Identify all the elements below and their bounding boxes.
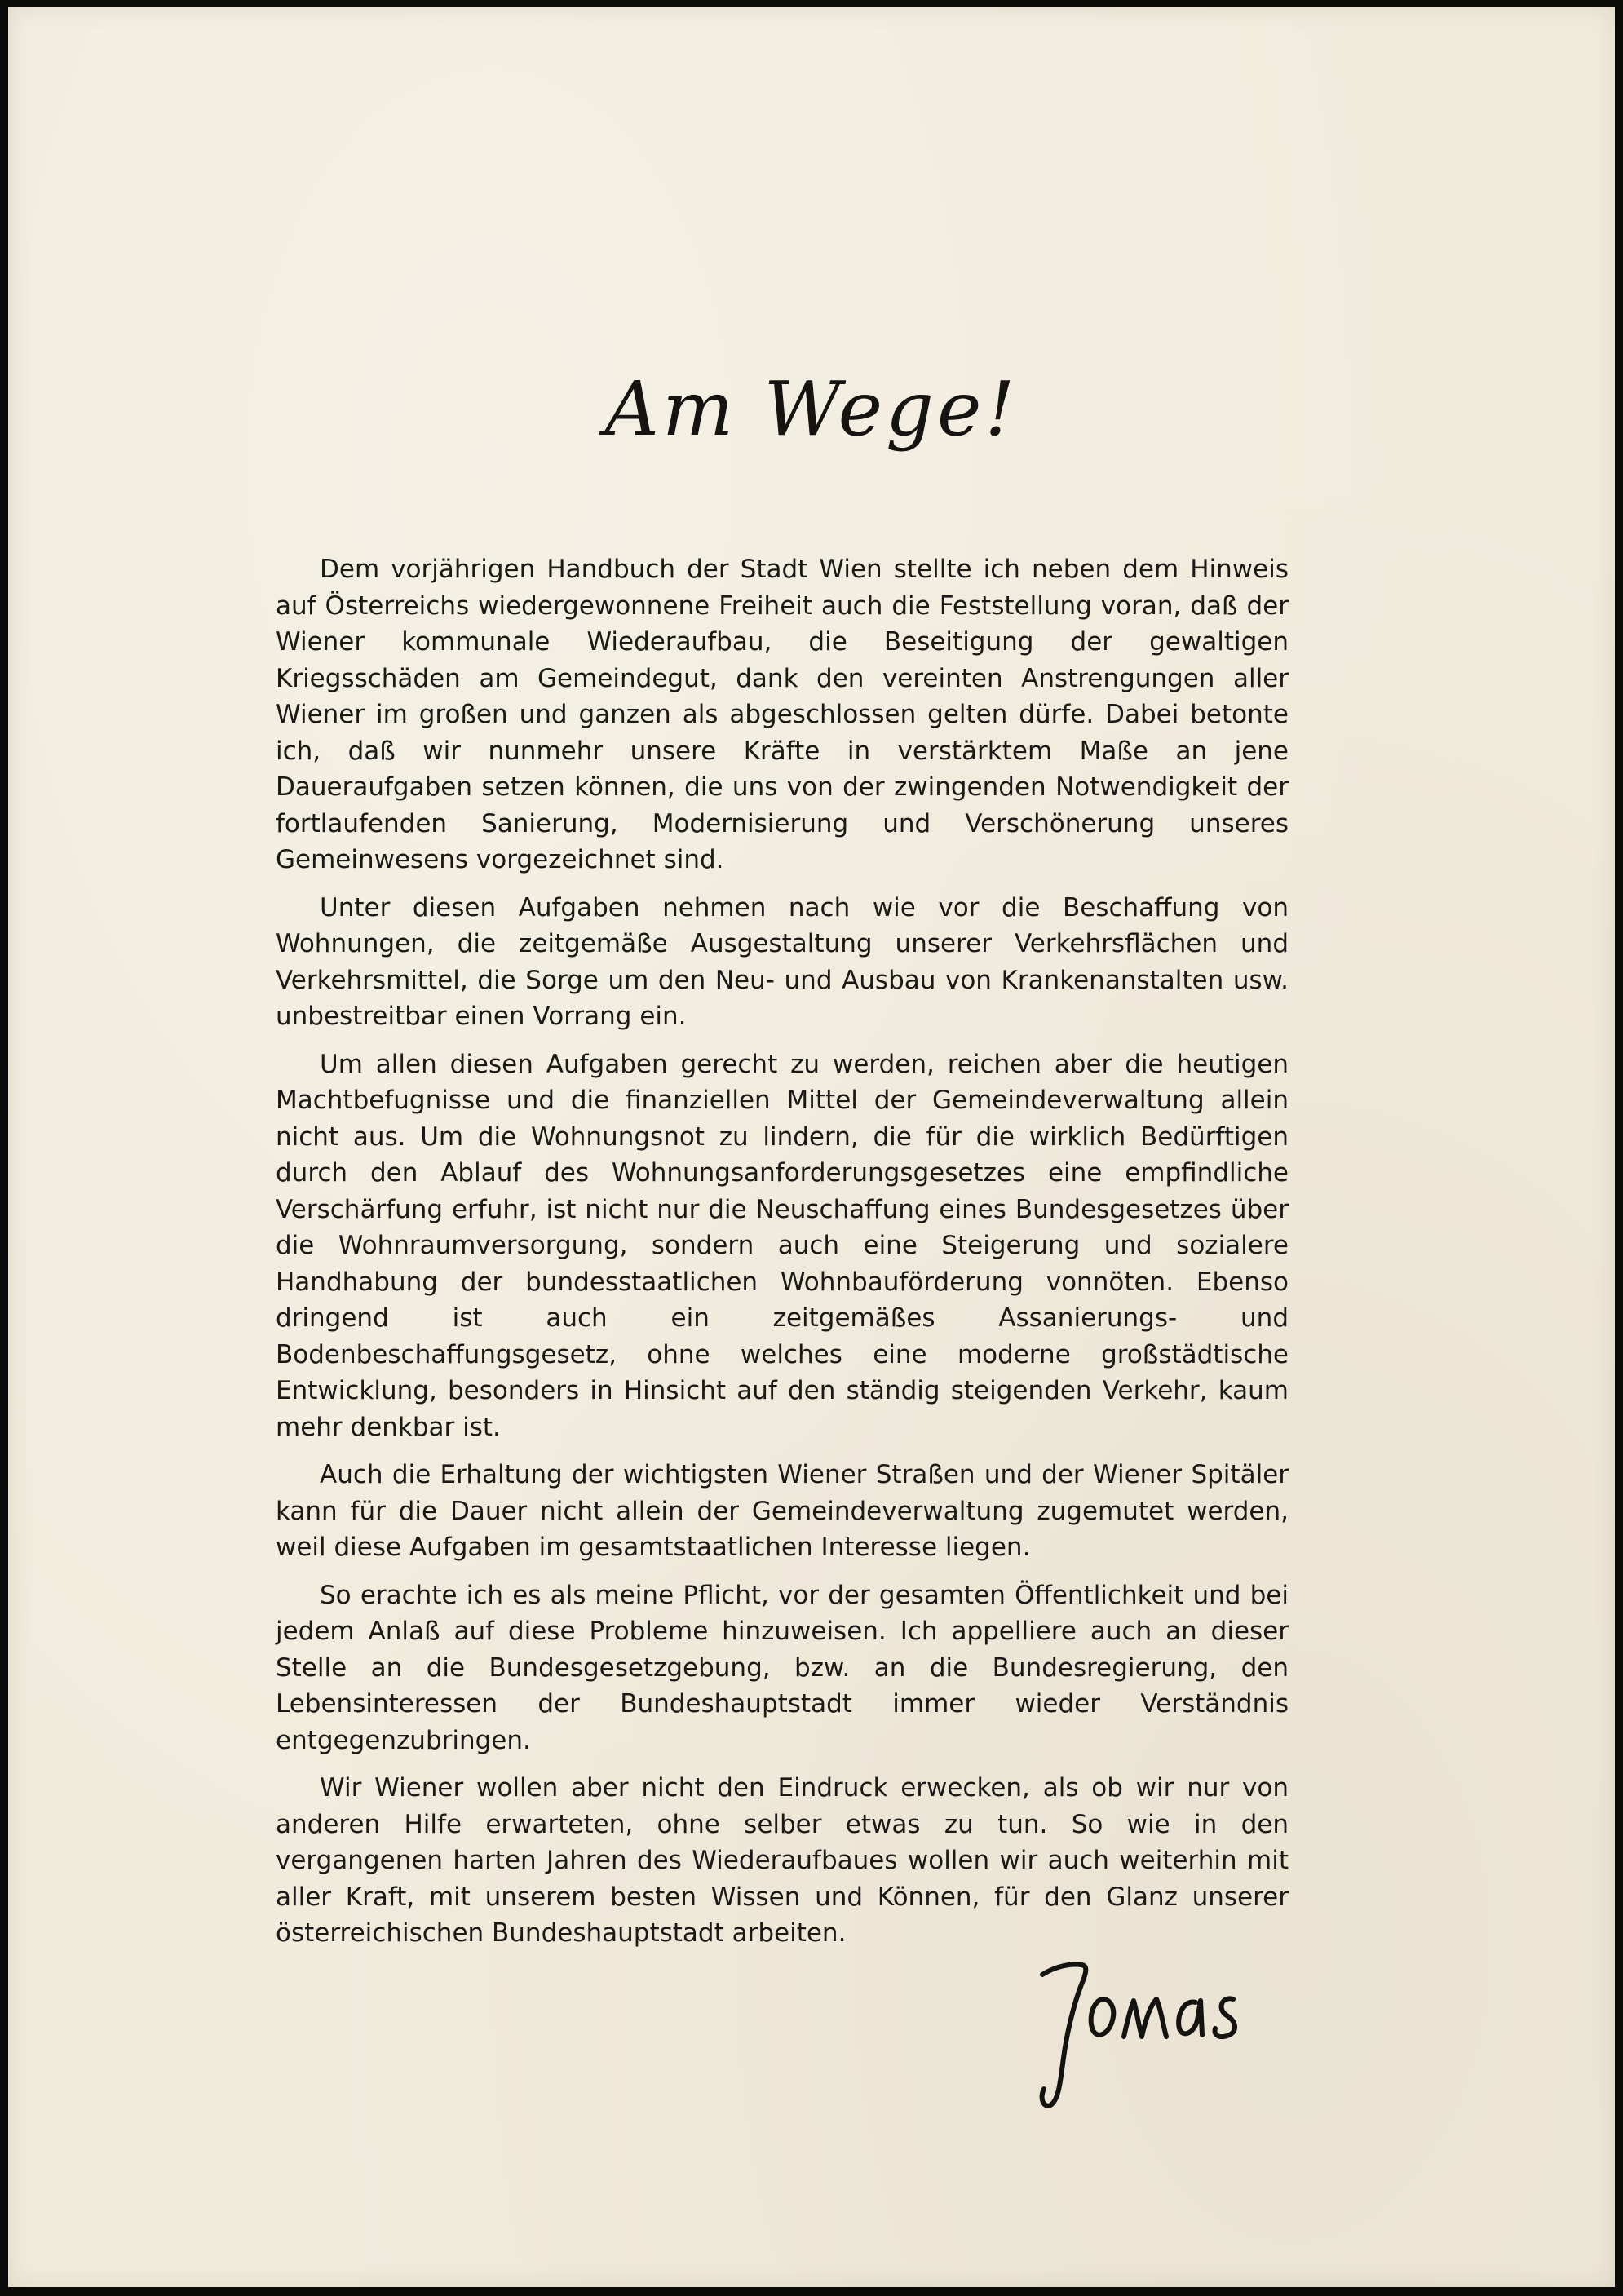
document-page — [8, 7, 1615, 2287]
paragraph: Unter diesen Aufgaben nehmen nach wie vor die Beschaffung von Wohnungen, die zeitgemäße Ausgestaltung unserer Verkehrsflächen und Verkehrsmittel, die Sorge um den Neu- und Ausbau von Krankenanstalten usw. unbestreitbar einen Vorrang ein. — [276, 892, 1289, 1031]
signature-drawing — [1028, 1952, 1264, 2115]
page-title: Am Wege! — [604, 365, 1019, 453]
handwritten-signature — [1028, 1952, 1264, 2115]
letter-body — [276, 551, 1289, 1963]
paragraph: Um allen diesen Aufgaben gerecht zu werden, reichen aber die heutigen Machtbefugnisse und die finanziellen Mittel der Gemeindeverwaltung allein nicht aus. Um die Wohnungsnot zu lindern, die für die wirklich Bedürftigen durch den Ablauf des Wohnungsanforderungsgesetzes eine empfindliche Verschärfung erfuhr, ist nicht nur die Neuschaffung eines Bundesgesetzes über die Wohnraumversorgung, sondern auch eine Steigerung und sozialere Handhabung der bundesstaatlichen Wohnbauförderung vonnöten. Ebenso dringend ist auch ein zeitgemäßes Assanierungs- und Bodenbeschaffungsgesetz, ohne welches eine moderne großstädtische Entwicklung, besonders in Hinsicht auf den ständig steigenden Verkehr, kaum mehr denkbar ist. — [276, 1049, 1289, 1442]
paragraph: So erachte ich es als meine Pflicht, vor der gesamten Öffentlichkeit und bei jedem Anlaß auf diese Probleme hinzuweisen. Ich appelliere auch an dieser Stelle an die Bundesgesetzgebung, bzw. an die Bundesregierung, den Lebensinteressen der Bundeshauptstadt immer wieder Verständnis entgegenzubringen. — [276, 1580, 1289, 1755]
paragraph: Dem vorjährigen Handbuch der Stadt Wien stellte ich neben dem Hinweis auf Österreichs wiedergewonnene Freiheit auch die Feststellung voran, daß der Wiener kommunale Wiederaufbau, die Beseitigung der gewaltigen Kriegsschäden am Gemeindegut, dank den vereinten Anstrengungen aller Wiener im großen und ganzen als abgeschlossen gelten dürfe. Dabei betonte ich, daß wir nunmehr unsere Kräfte in verstärktem Maße an jene Daueraufgaben setzen können, die uns von der zwingenden Notwendigkeit der fortlaufenden Sanierung, Modernisierung und Verschönerung unseres Gemeinwesens vorgezeichnet sind. — [276, 555, 1289, 874]
paragraph: Wir Wiener wollen aber nicht den Eindruck erwecken, als ob wir nur von anderen Hilfe erwarteten, ohne selber etwas zu tun. So wie in den vergangenen harten Jahren des Wiederaufbaues wollen wir auch weiterhin mit aller Kraft, mit unserem besten Wissen und Können, für den Glanz unserer österreichischen Bundeshauptstadt arbeiten. — [276, 1773, 1289, 1948]
paragraph: Auch die Erhaltung der wichtigsten Wiener Straßen und der Wiener Spitäler kann für die Dauer nicht allein der Gemeindeverwaltung zugemutet werden, weil diese Aufgaben im gesamtstaatlichen Interesse liegen. — [276, 1460, 1289, 1562]
